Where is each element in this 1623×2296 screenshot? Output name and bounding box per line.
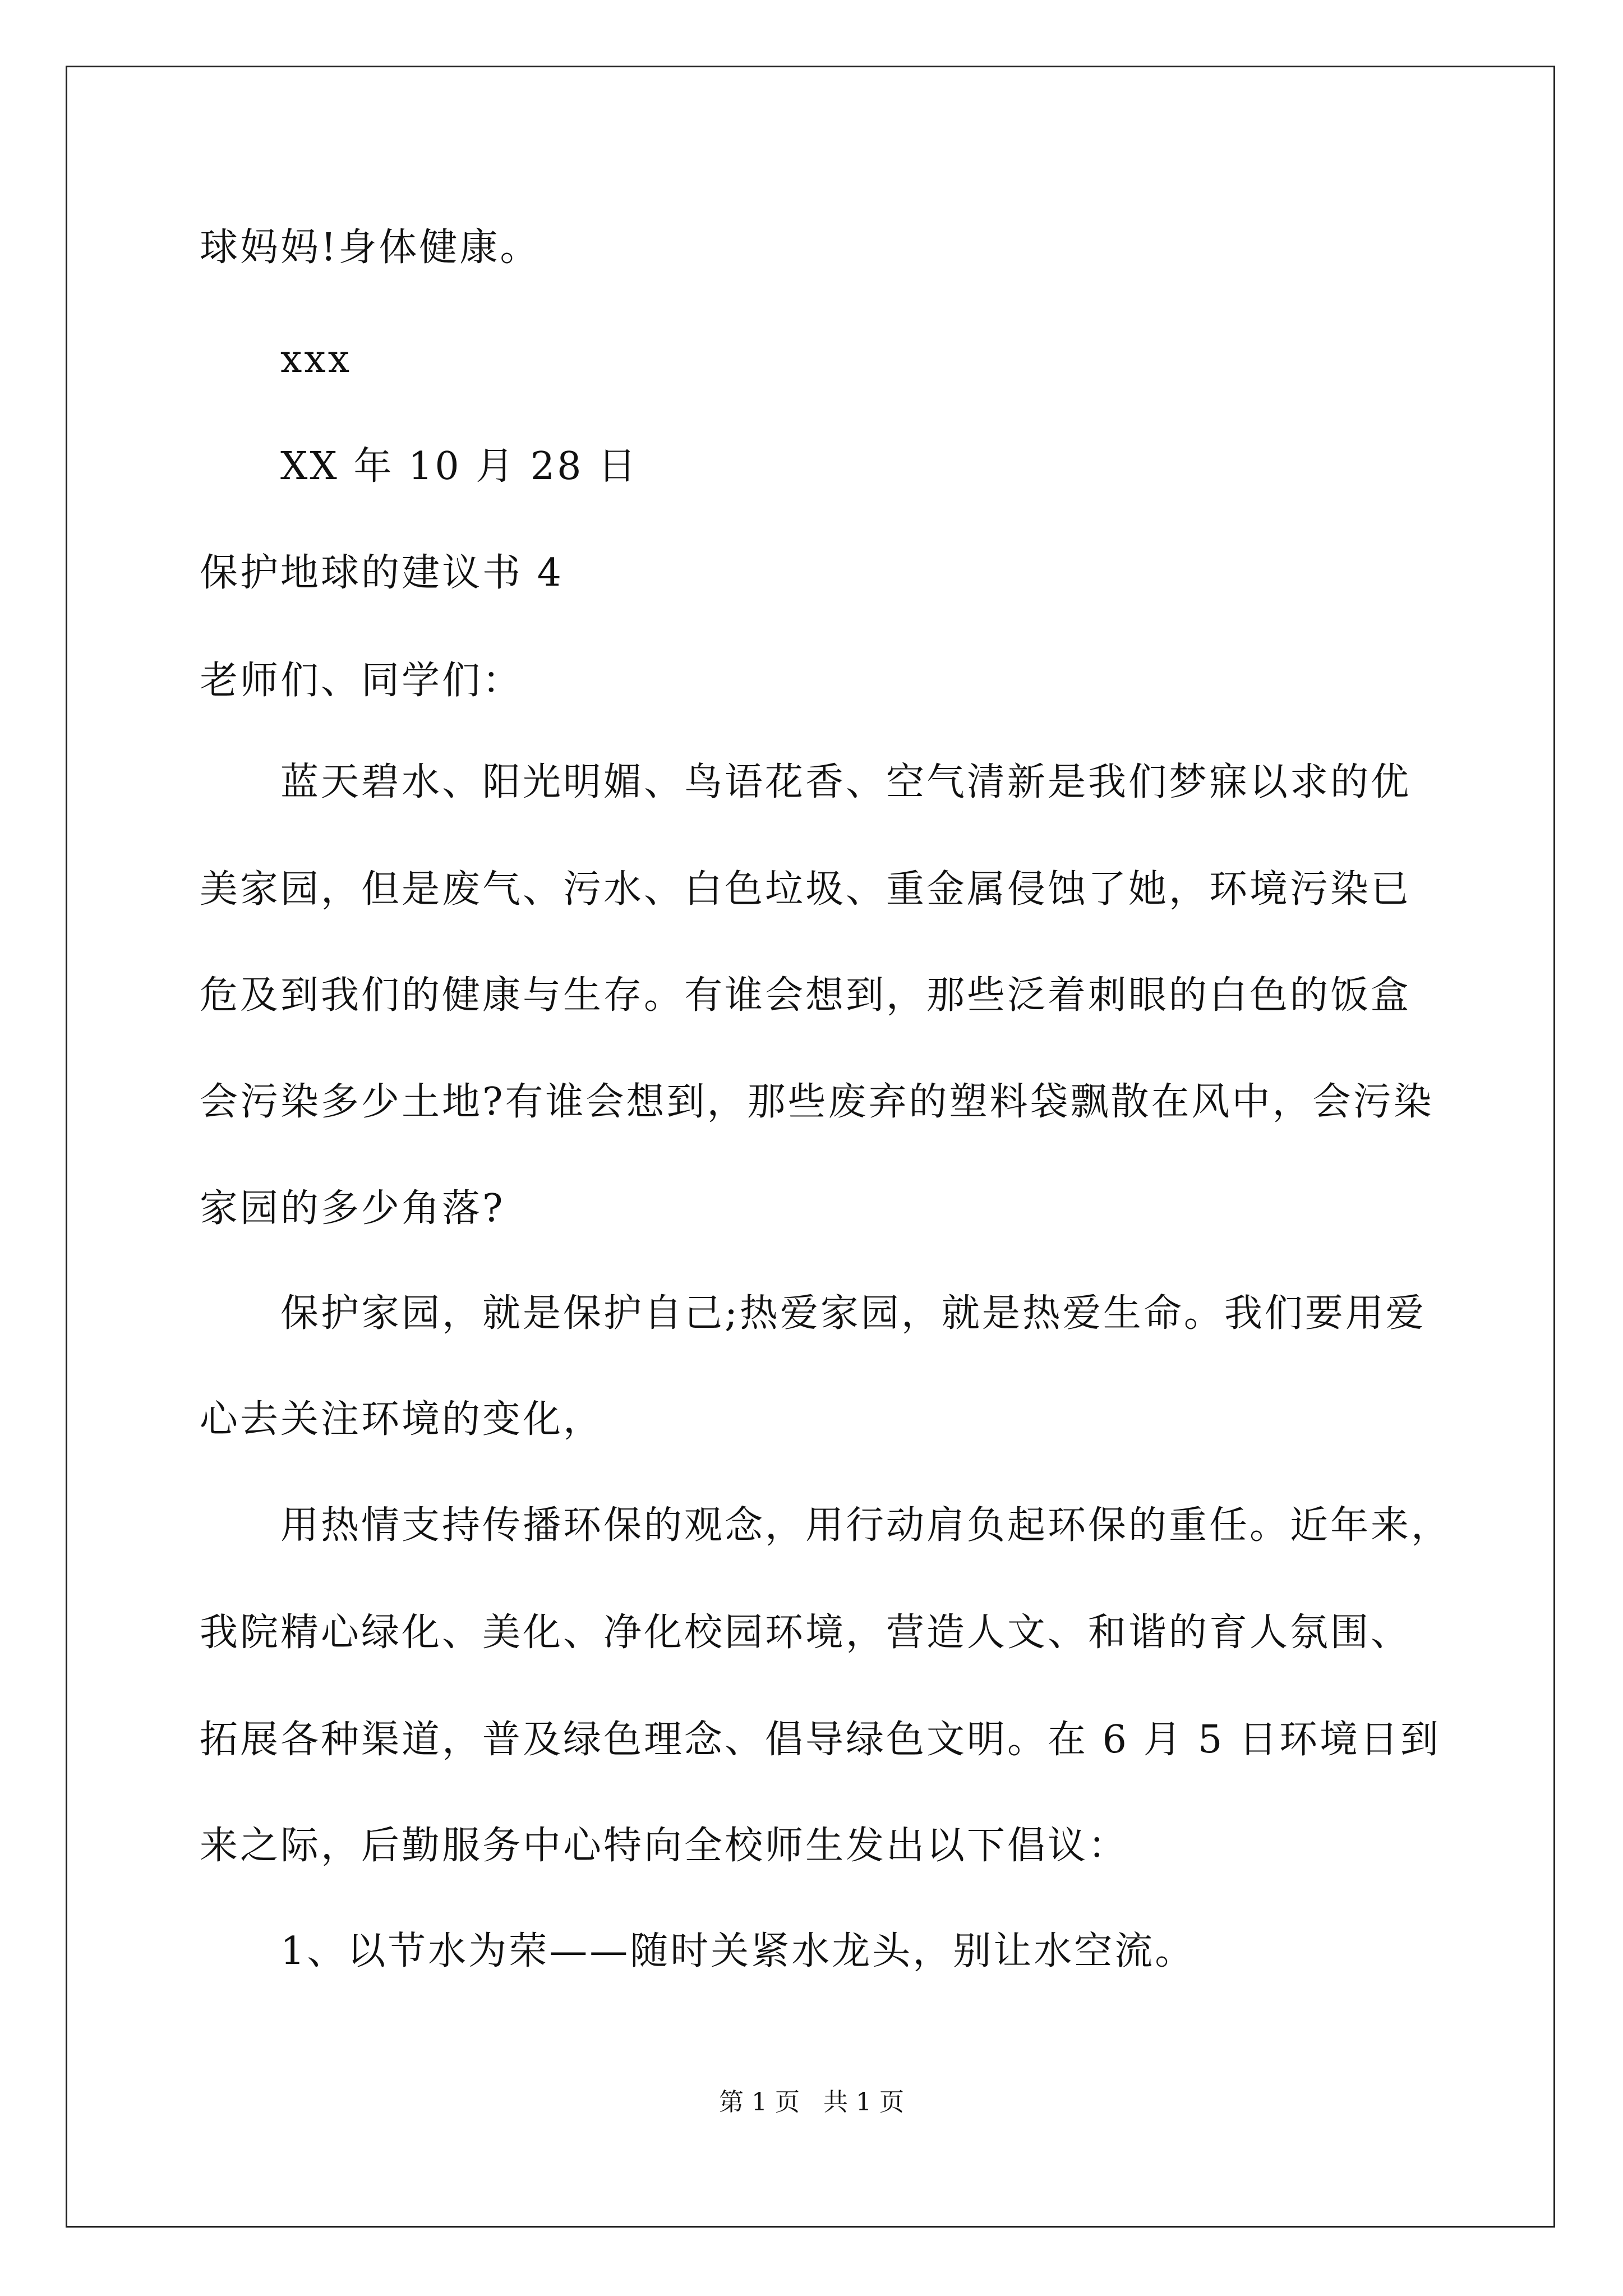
text-line: 会污染多少土地?有谁会想到，那些废弃的塑料袋飘散在风中，会污染 bbox=[200, 1080, 1434, 1124]
signature-name: xxx bbox=[280, 337, 352, 381]
page-footer: 第 1 页 共 1 页 bbox=[719, 2088, 904, 2116]
text-line: 美家园，但是废气、污水、白色垃圾、重金属侵蚀了她，环境污染已 bbox=[200, 867, 1412, 912]
text-line: 来之际，后勤服务中心特向全校师生发出以下倡议： bbox=[200, 1824, 1129, 1868]
text-line: 保护家园，就是保护自己;热爱家园，就是热爱生命。我们要用爱 bbox=[280, 1291, 1426, 1336]
list-item: 1、以节水为荣——随时关紧水龙头，别让水空流。 bbox=[280, 1929, 1196, 1973]
text-line: 我院精心绿化、美化、净化校园环境，营造人文、和谐的育人氛围、 bbox=[200, 1611, 1412, 1655]
salutation: 老师们、同学们： bbox=[200, 659, 523, 703]
page-frame bbox=[66, 66, 1555, 2228]
text-line: 危及到我们的健康与生存。有谁会想到，那些泛着刺眼的白色的饭盒 bbox=[200, 973, 1412, 1018]
text-line: 拓展各种渠道，普及绿色理念、倡导绿色文明。在 6 月 5 日环境日到 bbox=[200, 1718, 1441, 1762]
text-line: 家园的多少角落? bbox=[200, 1186, 505, 1231]
text-line: 蓝天碧水、阳光明媚、鸟语花香、空气清新是我们梦寐以求的优 bbox=[280, 760, 1412, 804]
text-line: 球妈妈!身体健康。 bbox=[200, 226, 541, 270]
section-title: 保护地球的建议书 4 bbox=[200, 551, 564, 595]
signature-date: XX 年 10 月 28 日 bbox=[280, 444, 638, 489]
text-line: 用热情支持传播环保的观念，用行动肩负起环保的重任。近年来， bbox=[280, 1503, 1452, 1548]
text-line: 心去关注环境的变化， bbox=[200, 1397, 604, 1442]
